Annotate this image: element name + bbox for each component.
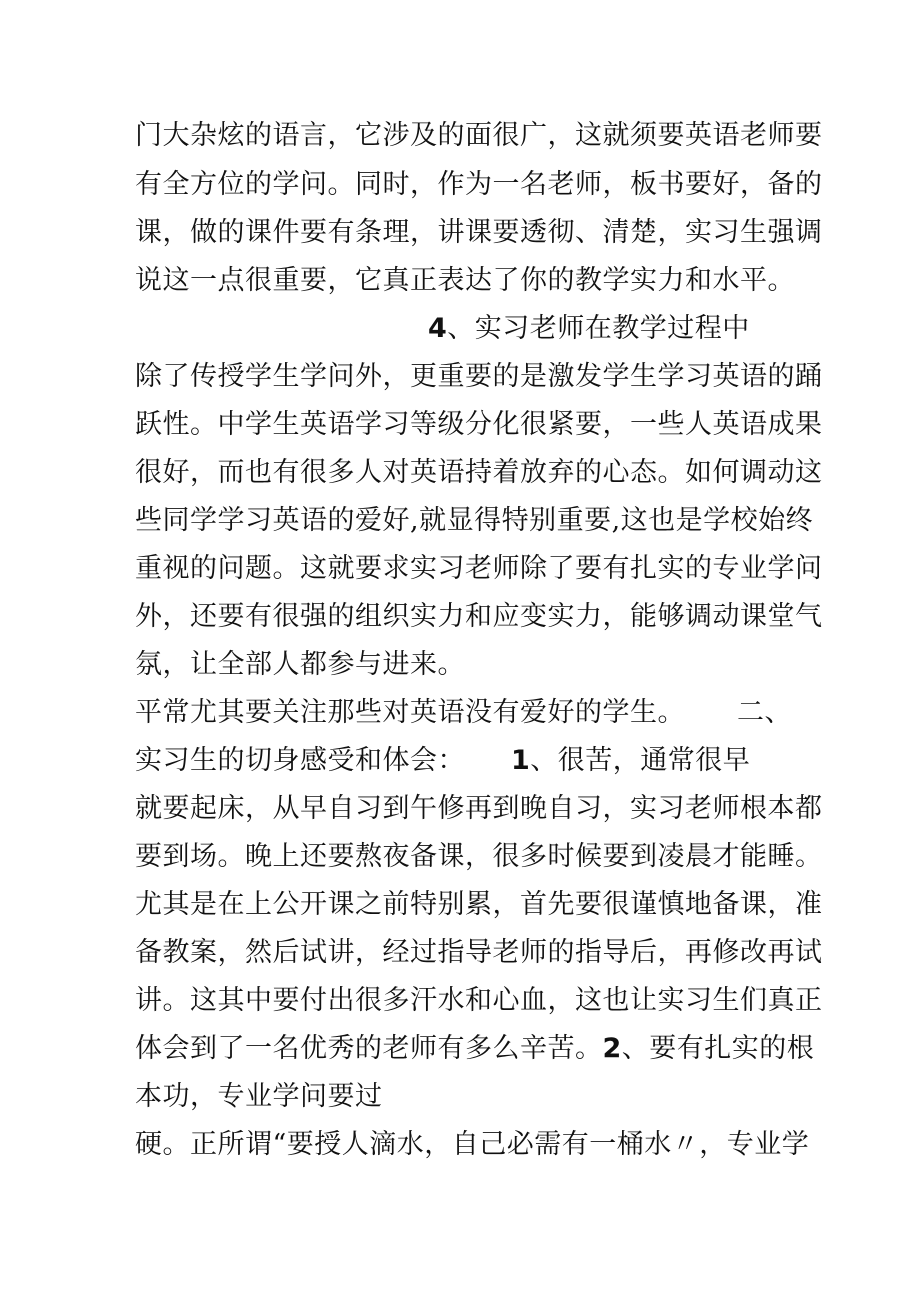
paragraph-line (135, 599, 823, 635)
section-number: 二、 (737, 697, 792, 728)
text-span: 就要起床，从早自习到午修再到晚自习，实习老师根本都 (135, 793, 823, 824)
paragraph-line (135, 983, 823, 1019)
text-span: 尤其是在上公开课之前特别累，首先要很谨慎地备课，准 (135, 889, 823, 920)
paragraph-line (135, 503, 813, 539)
text-span: 有全方位的学问。同时，作为一名老师，板书要好，备的 (135, 169, 823, 200)
text-span: 、很苦，通常很早 (530, 745, 751, 776)
paragraph-line (135, 1079, 383, 1115)
paragraph-line (135, 263, 795, 299)
paragraph-line (135, 839, 823, 875)
section-number: 4 (428, 313, 448, 344)
section-heading: 实习生的切身感受和体会： (135, 745, 465, 776)
list-number: 2 (602, 1033, 622, 1064)
paragraph-line (135, 118, 823, 154)
paragraph-line (135, 935, 823, 971)
text-span: 本功，专业学问要过 (135, 1081, 383, 1112)
paragraph-line (135, 167, 823, 203)
list-number: 1 (511, 745, 531, 776)
paragraph-line (135, 791, 823, 827)
paragraph-line (135, 1031, 814, 1067)
section-heading-line (737, 695, 792, 731)
paragraph-line (135, 743, 465, 779)
text-span: 平常尤其要关注那些对英语没有爱好的学生。 (135, 697, 685, 728)
text-span: 门大杂炫的语言，它涉及的面很广，这就须要英语老师要 (135, 120, 823, 151)
text-span: 些同学学习英语的爱好,就显得特别重要,这也是学校始终 (135, 505, 814, 536)
text-span: 讲。这其中要付出很多汗水和心血，这也让实习生们真正 (135, 985, 823, 1016)
paragraph-line (135, 455, 823, 491)
text-span: 重视的问题。这就要求实习老师除了要有扎实的专业学问 (135, 553, 823, 584)
list-item-line (511, 743, 750, 779)
text-span: 很好，而也有很多人对英语持着放弃的心态。如何调动这 (135, 457, 823, 488)
section-heading: 、实习老师在教学过程中 (447, 313, 750, 344)
paragraph-line (135, 359, 823, 395)
paragraph-line (135, 215, 823, 251)
text-span: 课，做的课件要有条理，讲课要透彻、清楚，实习生强调 (135, 217, 823, 248)
paragraph-line (135, 887, 823, 923)
text-span: 除了传授学生学问外，更重要的是激发学生学习英语的踊 (135, 361, 823, 392)
text-span: 外，还要有很强的组织实力和应变实力，能够调动课堂气 (135, 601, 823, 632)
section-heading-line (428, 311, 750, 347)
paragraph-line (135, 407, 823, 443)
paragraph-line (135, 647, 465, 683)
text-span: 说这一点很重要，它真正表达了你的教学实力和水平。 (135, 265, 795, 296)
text-span: 硬。正所谓“要授人滴水，自己必需有一桶水〃，专业学 (135, 1129, 810, 1160)
text-span: 跃性。中学生英语学习等级分化很紧要，一些人英语成果 (135, 409, 823, 440)
paragraph-line (135, 1127, 809, 1163)
text-span: 体会到了一名优秀的老师有多么辛苦。 (135, 1033, 603, 1064)
paragraph-line (135, 551, 823, 587)
text-span: 要到场。晚上还要熬夜备课，很多时候要到凌晨才能睡。 (135, 841, 823, 872)
text-span: 备教案，然后试讲，经过指导老师的指导后，再修改再试 (135, 937, 823, 968)
text-span: 氛，让全部人都参与进来。 (135, 649, 465, 680)
text-span: 、要有扎实的根 (621, 1033, 815, 1064)
paragraph-line (135, 695, 685, 731)
